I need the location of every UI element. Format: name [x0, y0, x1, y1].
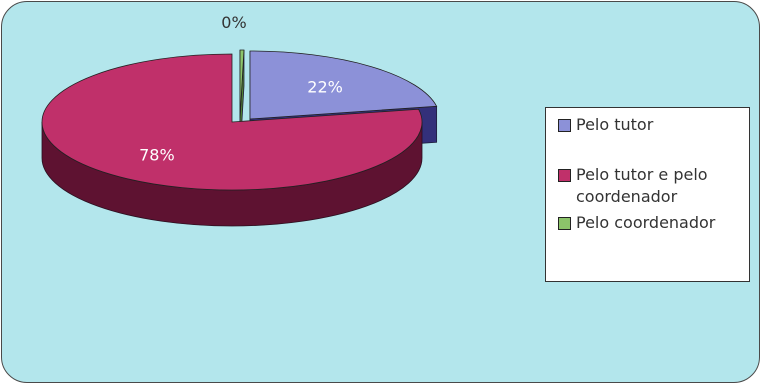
- legend-label: Pelo coordenador: [576, 213, 716, 232]
- legend-swatch: [558, 169, 571, 182]
- data-label: 0%: [221, 13, 247, 33]
- legend-item: [558, 212, 743, 234]
- legend-item: [558, 164, 743, 208]
- legend-label: Pelo tutor: [576, 115, 654, 134]
- data-label: 22%: [307, 77, 343, 97]
- legend-swatch: [558, 119, 571, 132]
- legend-swatch: [558, 217, 571, 230]
- chart-legend: [545, 107, 750, 282]
- legend-item: [558, 114, 743, 136]
- legend-label: Pelo tutor e pelo coordenador: [576, 165, 708, 206]
- data-label: 78%: [139, 145, 175, 165]
- chart-area: [1, 1, 760, 383]
